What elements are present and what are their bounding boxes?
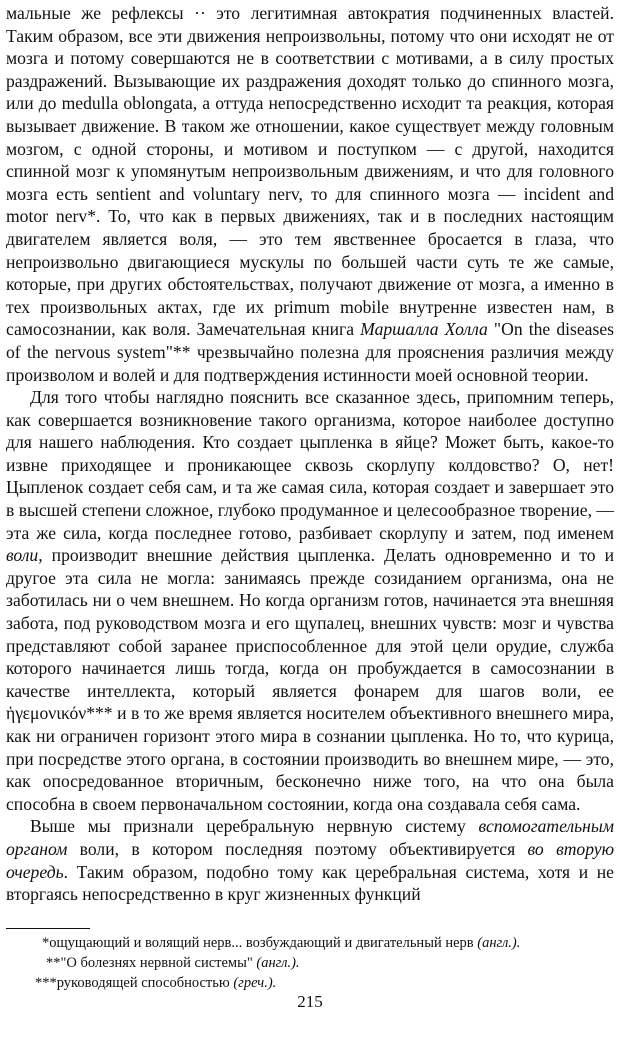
footnote-text: **"О болезнях нервной системы"	[46, 954, 257, 971]
paragraph-text: "On the diseases of the nervous system"** чрезвычайно полезна для прояснения различия между произволом и волей и для подтверждения истинности моей основной теории.	[6, 319, 614, 385]
footnote-language-note: (англ.).	[477, 934, 521, 951]
paragraph-text: Для того чтобы наглядно пояснить все сказанное здесь, припомним теперь, как совершается возникновение такого организма, которое наиболее доступно для нашего наблюдения. Кто создает цыпленка в яйце? Может быть, какое-то извне приходящее и проникающее сквозь скорлупу колдовство? О, нет! Цыпленок создает себя сам, и та же самая сила, которая создает и завершает это в высшей степени сложное, глубоко продуманное и целесообразное творение, — эта же сила, когда последнее готово, разбивает скорлупу и затем, под именем	[6, 387, 614, 543]
paragraph	[6, 386, 614, 815]
main-text	[6, 2, 614, 906]
footnote-text: *ощущающий и волящий нерв... возбуждающий и двигательный нерв	[42, 934, 474, 951]
italic-author-name: Маршалла Холла	[360, 319, 488, 340]
paragraph	[6, 2, 614, 386]
page-number: 215	[297, 992, 323, 1011]
footnote	[6, 933, 614, 953]
paragraph-text: мальные же рефлексы ·· это легитимная автократия подчиненных властей. Таким образом, все эти движения непроизвольны, потому что они исходят не от мозга и потому совершаются не в соответствии с мотивами, а в силу простых раздражений. Вызывающие их раздражения доходят только до спинного мозга, или до medulla oblongata, а оттуда непосредственно исходит та реакция, которая вызывает движение. В таком же отношении, какое существует между головным мозгом, с одной стороны, и мотивом и поступком — с другой, находится спинной мозг к упомянутым непроизвольным движениям, и что для головного мозга есть sentient and voluntary nerv, то для спинного мозга — incident and motor nerv*. То, что как в первых движениях, так и в последних настоящим двигателем является воля, — это тем явственнее бросается в глаза, что непроизвольно двигающиеся мускулы по большей части суть те же самые, которые, при других обстоятельствах, получают движение от мозга, а именно в тех произвольных актах, где их primum mobile внутренне известен нам, в самосознании, как воля. Замечательная книга	[6, 3, 614, 340]
paragraph-text: воли, в котором последняя поэтому объективируется	[67, 838, 528, 859]
italic-term: во вторую очередь	[6, 838, 614, 882]
footnote	[6, 953, 614, 973]
footnote-text: ***руководящей способностью	[35, 974, 234, 991]
footnotes	[6, 933, 614, 993]
footnote	[6, 973, 614, 993]
footnote-language-note: (англ.).	[256, 954, 300, 971]
footnote-divider	[6, 928, 90, 929]
paragraph	[6, 815, 614, 905]
footnote-language-note: (греч.).	[233, 974, 277, 991]
paragraph-text: производит внешние действия цыпленка. Делать одновременно и то и другое эта сила не могла: занимаясь прежде созиданием организма, она не заботилась ни о чем внешнем. Но когда организм готов, начинается эта внешняя забота, под руководством мозга и его щупалец, внешних чувств: мозг и чувства представляют собой заранее приспособленное для этой цели орудие, служба которого начинается лишь тогда, когда он пробуждается в самосознании в качестве интеллекта, который является фонарем для шагов воли, ее ἡγεμονικόν*** и в то же время является носителем объективного внешнего мира, как ни ограничен горизонт этого мира в сознании цыпленка. Но то, что курица, при посредстве этого органа, в состоянии производить во внешнем мире, — это, как опосредованное вторичным, бесконечно ниже того, на что она была способна в своем первоначальном состоянии, когда она создавала себя сама.	[6, 545, 614, 814]
italic-term: воли,	[6, 545, 43, 566]
paragraph-text: Выше мы признали церебральную нервную систему	[30, 816, 479, 837]
paragraph-text: . Таким образом, подобно тому как церебральная система, хотя и не вторгаясь непосредственно в круг жизненных функций	[6, 861, 614, 905]
italic-term: вспомогательным органом	[6, 816, 614, 859]
